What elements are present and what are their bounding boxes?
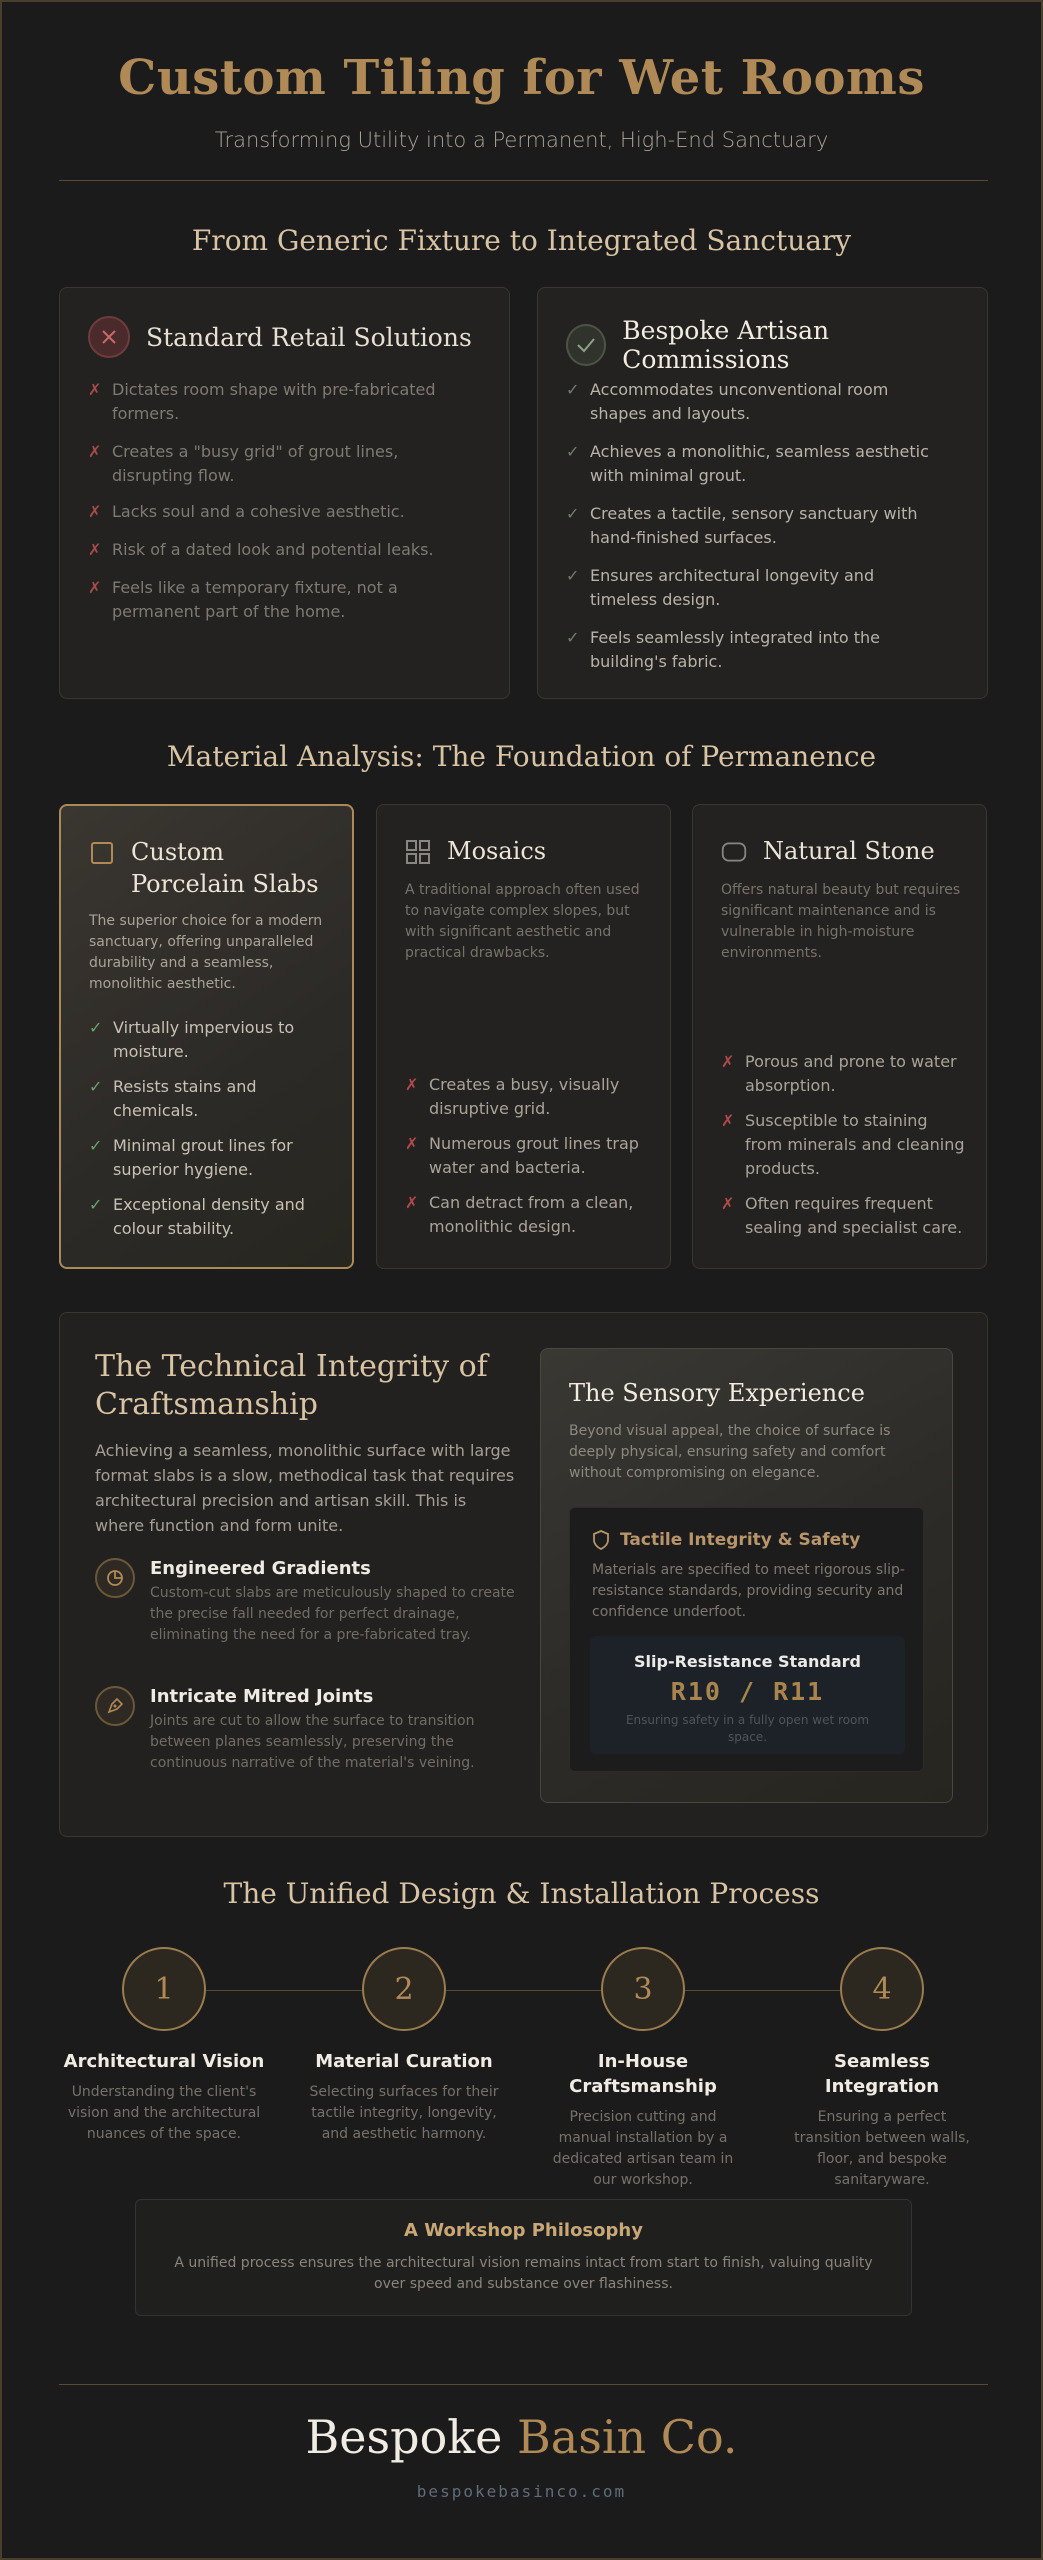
list-item: ✓ Creates a tactile, sensory sanctuary with hand-finished surfaces. — [566, 502, 946, 550]
list-item: ✓ Achieves a monolithic, seamless aesthetic with minimal grout. — [566, 440, 946, 488]
rounded-rect-icon — [721, 839, 747, 865]
feature-text — [150, 1558, 515, 1646]
step-title: Architectural Vision — [63, 2051, 265, 2072]
step-title: In-House Craftsmanship — [569, 2051, 717, 2097]
square-outline-icon — [89, 840, 115, 866]
feature-desc: Joints are cut to allow the surface to transition between planes seamlessly, preserving the continuous narrative of the material's veining. — [150, 1713, 475, 1771]
website-link[interactable]: bespokebasinco.com — [416, 2482, 627, 2501]
material-list — [721, 1050, 966, 1251]
list-item: ✗ Susceptible to staining from minerals and cleaning products. — [721, 1109, 966, 1181]
bespoke-artisan-list — [566, 378, 946, 688]
material-header — [89, 836, 331, 900]
standard-retail-list — [88, 378, 468, 638]
step-number: 3 — [601, 1947, 685, 2031]
check-icon: ✓ — [566, 442, 580, 461]
cross-icon: ✗ — [405, 1134, 419, 1153]
list-item: ✓ Resists stains and chemicals. — [89, 1075, 334, 1123]
step-desc: Selecting surfaces for their tactile integrity, longevity, and aesthetic harmony. — [309, 2084, 499, 2142]
list-item: ✓ Accommodates unconventional room shapes and layouts. — [566, 378, 946, 426]
feature-title: Engineered Gradients — [150, 1558, 371, 1579]
list-item: ✓ Feels seamlessly integrated into the building's fabric. — [566, 626, 946, 674]
tactile-desc: Materials are specified to meet rigorous slip-resistance standards, providing security and confidence underfoot. — [592, 1562, 905, 1620]
cross-icon: ✗ — [721, 1052, 735, 1071]
tactile-header — [592, 1530, 860, 1550]
feature-engineered-gradients — [95, 1558, 515, 1646]
list-item: ✗ Dictates room shape with pre-fabricated formers. — [88, 378, 468, 426]
cross-icon: ✗ — [405, 1075, 419, 1094]
step-title: Material Curation — [315, 2051, 493, 2072]
process-connector-line — [164, 1990, 882, 1991]
step-title: Seamless Integration — [824, 2051, 940, 2097]
material-list — [405, 1073, 650, 1250]
cross-icon: ✗ — [721, 1194, 735, 1213]
material-desc: The superior choice for a modern sanctuary, offering unparalleled durability and a seamless, monolithic aesthetic. — [89, 913, 323, 992]
check-icon — [566, 324, 606, 366]
divider — [59, 2384, 988, 2385]
cross-icon: ✗ — [88, 578, 102, 597]
divider — [59, 180, 988, 181]
tactile-title: Tactile Integrity & Safety — [620, 1530, 861, 1550]
material-header — [721, 835, 935, 867]
list-item: ✓ Virtually impervious to moisture. — [89, 1016, 334, 1064]
check-icon: ✓ — [89, 1136, 103, 1155]
grid-icon — [405, 839, 431, 865]
pie-chart-icon — [95, 1558, 135, 1598]
slip-resistance-title: Slip-Resistance Standard — [634, 1652, 861, 1671]
cross-icon: ✗ — [88, 380, 102, 399]
step-number: 4 — [840, 1947, 924, 2031]
check-icon: ✓ — [89, 1195, 103, 1214]
list-item: ✗ Creates a "busy grid" of grout lines, disrupting flow. — [88, 440, 468, 488]
x-icon — [88, 316, 130, 358]
process-step-1 — [59, 1947, 269, 2145]
sensory-desc: Beyond visual appeal, the choice of surface is deeply physical, ensuring safety and comfort without compromising on elegance. — [569, 1423, 891, 1481]
tactile-safety-panel — [569, 1507, 924, 1772]
list-item: ✗ Can detract from a clean, monolithic design. — [405, 1191, 650, 1239]
check-icon: ✓ — [566, 628, 580, 647]
cross-icon: ✗ — [88, 442, 102, 461]
step-desc: Precision cutting and manual installation by a dedicated artisan team in our workshop. — [552, 2109, 734, 2188]
process-title: The Unified Design & Installation Process — [223, 1877, 820, 1910]
comparison-title: From Generic Fixture to Integrated Sanctuary — [191, 224, 852, 257]
brand-first: Bespoke — [305, 2410, 503, 2464]
feature-mitred-joints — [95, 1686, 515, 1774]
check-icon: ✓ — [566, 504, 580, 523]
material-title: Custom Porcelain Slabs — [131, 838, 319, 898]
list-item: ✗ Feels like a temporary fixture, not a permanent part of the home. — [88, 576, 468, 624]
list-item: ✗ Lacks soul and a cohesive aesthetic. — [88, 500, 468, 524]
page-subtitle: Transforming Utility into a Permanent, High-End Sanctuary — [214, 128, 829, 152]
shield-icon — [592, 1530, 610, 1550]
check-icon: ✓ — [89, 1018, 103, 1037]
technical-section — [59, 1312, 988, 1837]
bespoke-artisan-card — [537, 287, 988, 699]
technical-body: Achieving a seamless, monolithic surface with large format slabs is a slow, methodical task that requires architectural precision and artisan skill. This is where function and form unite. — [95, 1441, 515, 1535]
cross-icon: ✗ — [88, 540, 102, 559]
material-title: Natural Stone — [763, 837, 935, 865]
material-header — [405, 835, 546, 867]
list-item: ✓ Exceptional density and colour stability. — [89, 1193, 334, 1241]
standard-retail-header — [88, 316, 472, 358]
technical-title: The Technical Integrity of Craftsmanship — [95, 1349, 488, 1422]
slip-resistance-value: R10 / R11 — [670, 1677, 825, 1706]
feature-desc: Custom-cut slabs are meticulously shaped to create the precise fall needed for perfect drainage, eliminating the need for a pre-fabricated tray. — [150, 1585, 515, 1643]
material-desc: A traditional approach often used to navigate complex slopes, but with significant aesthetic and practical drawbacks. — [405, 882, 640, 961]
hero — [2, 50, 1041, 152]
materials-title: Material Analysis: The Foundation of Permanence — [166, 740, 877, 773]
process-step-2 — [299, 1947, 509, 2145]
bespoke-artisan-header — [566, 316, 987, 374]
slip-resistance-note: Ensuring safety in a fully open wet room space. — [625, 1713, 870, 1744]
material-list — [89, 1016, 334, 1252]
material-card-mosaics — [376, 804, 671, 1269]
process-step-3 — [538, 1947, 748, 2191]
cross-icon: ✗ — [405, 1193, 419, 1212]
step-desc: Understanding the client's vision and the architectural nuances of the space. — [67, 2084, 261, 2142]
step-number: 2 — [362, 1947, 446, 2031]
material-desc: Offers natural beauty but requires significant maintenance and is vulnerable in high-moisture environments. — [721, 882, 961, 961]
brand-logo — [2, 2410, 1041, 2464]
step-desc: Ensuring a perfect transition between walls, floor, and bespoke sanitaryware. — [794, 2109, 970, 2188]
check-icon: ✓ — [566, 380, 580, 399]
list-item: ✓ Ensures architectural longevity and timeless design. — [566, 564, 946, 612]
standard-retail-title: Standard Retail Solutions — [146, 322, 472, 352]
material-card-porcelain — [59, 804, 354, 1269]
list-item: ✗ Risk of a dated look and potential leaks. — [88, 538, 468, 562]
cross-icon: ✗ — [88, 502, 102, 521]
page-title: Custom Tiling for Wet Rooms — [118, 50, 925, 106]
slip-resistance-box — [590, 1636, 905, 1754]
feature-title: Intricate Mitred Joints — [150, 1686, 374, 1707]
workshop-philosophy-box — [135, 2199, 912, 2316]
standard-retail-card — [59, 287, 510, 699]
cross-icon: ✗ — [721, 1111, 735, 1130]
list-item: ✗ Creates a busy, visually disruptive grid. — [405, 1073, 650, 1121]
material-title: Mosaics — [447, 837, 547, 865]
philosophy-title: A Workshop Philosophy — [404, 2220, 643, 2241]
sensory-title: The Sensory Experience — [569, 1379, 865, 1407]
list-item: ✗ Often requires frequent sealing and specialist care. — [721, 1192, 966, 1240]
brand-second: Basin Co. — [517, 2410, 738, 2464]
list-item: ✓ Minimal grout lines for superior hygiene. — [89, 1134, 334, 1182]
feature-text — [150, 1686, 515, 1774]
material-card-natural-stone — [692, 804, 987, 1269]
philosophy-desc: A unified process ensures the architectural vision remains intact from start to finish, valuing quality over speed and substance over flashiness. — [174, 2255, 873, 2292]
list-item: ✗ Porous and prone to water absorption. — [721, 1050, 966, 1098]
step-number: 1 — [122, 1947, 206, 2031]
check-icon: ✓ — [566, 566, 580, 585]
list-item: ✗ Numerous grout lines trap water and bacteria. — [405, 1132, 650, 1180]
check-icon: ✓ — [89, 1077, 103, 1096]
pen-nib-icon — [95, 1686, 135, 1726]
process-step-4 — [777, 1947, 987, 2191]
sensory-card — [540, 1348, 953, 1803]
bespoke-artisan-title: Bespoke Artisan Commissions — [622, 316, 830, 374]
